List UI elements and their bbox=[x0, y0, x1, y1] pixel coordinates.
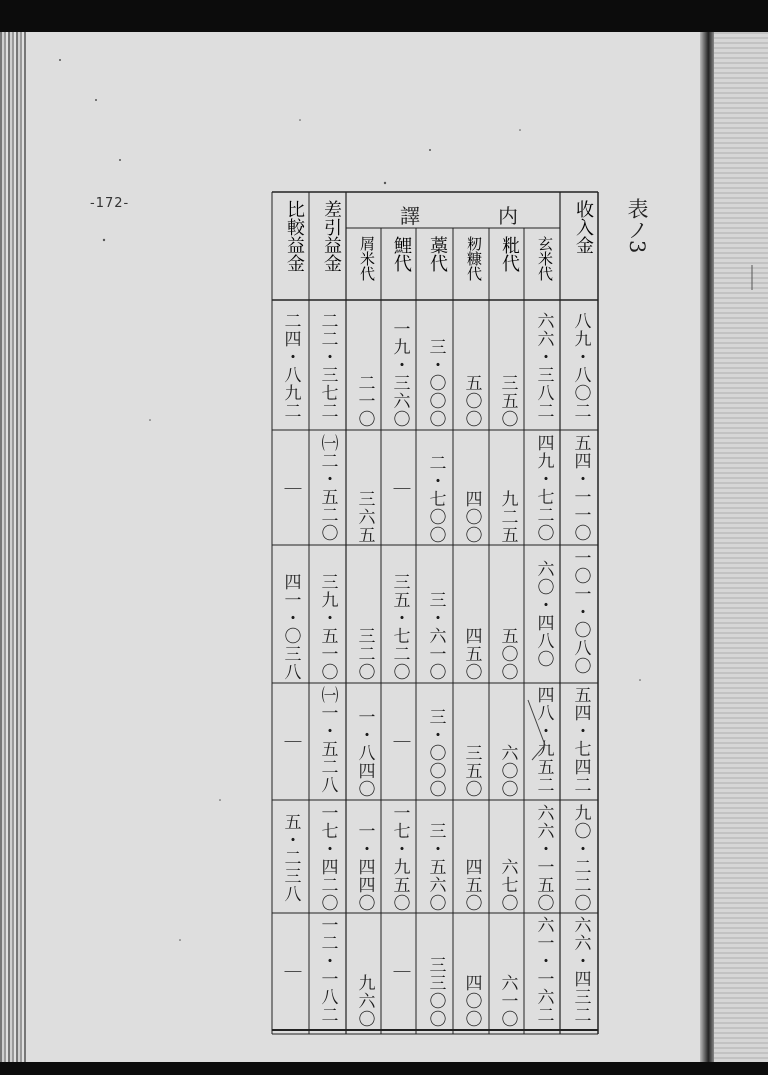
cell-r4-income: 九〇・二二〇 bbox=[570, 804, 591, 912]
column-header-income: 收入金 bbox=[573, 200, 594, 254]
cell-r3-momigara: 三五〇 bbox=[461, 744, 482, 798]
cell-r4-sashihiki: 一七・四二〇 bbox=[317, 804, 338, 912]
cell-r3-koi: ｜ bbox=[389, 733, 410, 751]
cell-r4-momigara: 四五〇 bbox=[461, 858, 482, 912]
cell-r4-koi: 一七・九五〇 bbox=[389, 804, 410, 912]
cell-r3-sashihiki: ㈠一・五二八 bbox=[317, 686, 338, 794]
cell-r5-wara: 三三〇〇 bbox=[425, 956, 446, 1028]
cell-r0-momi: 三五〇 bbox=[497, 374, 518, 428]
cell-r5-koi: ｜ bbox=[389, 963, 410, 981]
cell-r1-income: 五四・一一〇 bbox=[570, 434, 591, 542]
cell-r5-hikaku: ｜ bbox=[280, 963, 301, 981]
cell-r5-kuzumai: 九六〇 bbox=[354, 974, 375, 1028]
cell-r3-genmai: 四八・九五二 bbox=[533, 686, 554, 794]
cell-r1-momigara: 四〇〇 bbox=[461, 490, 482, 544]
cell-r1-wara: 二・七〇〇 bbox=[425, 454, 446, 544]
page-number: -172- bbox=[90, 196, 130, 211]
cell-r2-kuzumai: 三二〇 bbox=[354, 627, 375, 681]
cell-r3-hikaku: ｜ bbox=[280, 733, 301, 751]
cell-r4-kuzumai: 一・四四〇 bbox=[354, 822, 375, 912]
cell-r5-momigara: 四〇〇 bbox=[461, 974, 482, 1028]
cell-r4-wara: 三・五六〇 bbox=[425, 822, 446, 912]
column-header-kuzumai: 屑米代 bbox=[358, 236, 376, 281]
cell-r3-wara: 三・〇〇〇 bbox=[425, 708, 446, 798]
cell-r3-kuzumai: 一・八四〇 bbox=[354, 708, 375, 798]
cell-r4-genmai: 六六・一五〇 bbox=[533, 804, 554, 912]
cell-r0-wara: 三・〇〇〇 bbox=[425, 338, 446, 428]
breakdown-group-header bbox=[348, 198, 560, 226]
cell-r3-momi: 六〇〇 bbox=[497, 744, 518, 798]
cell-r0-income: 八九・八〇二 bbox=[570, 312, 591, 420]
cell-r5-sashihiki: 一二・一八二 bbox=[317, 916, 338, 1024]
cell-r0-kuzumai: 二一〇 bbox=[354, 374, 375, 428]
cell-r0-momigara: 五〇〇 bbox=[461, 374, 482, 428]
cell-r4-hikaku: 五・二三八 bbox=[280, 813, 301, 903]
table-caption: 表ノ3 bbox=[625, 198, 649, 254]
cell-r5-income: 六六・四三二 bbox=[570, 916, 591, 1024]
cell-r1-genmai: 四九・七二〇 bbox=[533, 434, 554, 542]
cell-r1-koi: ｜ bbox=[389, 480, 410, 498]
cell-r2-sashihiki: 三九・五一〇 bbox=[317, 573, 338, 681]
cell-r0-sashihiki: 二二・三七二 bbox=[317, 312, 338, 420]
cell-r2-koi: 三五・七二〇 bbox=[389, 573, 410, 681]
group-header-right: 譯 bbox=[400, 204, 420, 228]
cell-r0-koi: 一九・三六〇 bbox=[389, 320, 410, 428]
cell-r2-momigara: 四五〇 bbox=[461, 627, 482, 681]
group-header-left: 内 bbox=[498, 204, 518, 228]
cell-r3-income: 五四・七四二 bbox=[570, 686, 591, 794]
cell-r2-momi: 五〇〇 bbox=[497, 627, 518, 681]
cell-r4-momi: 六七〇 bbox=[497, 858, 518, 912]
column-header-genmai: 玄米代 bbox=[536, 236, 554, 281]
column-header-momi: 粃代 bbox=[499, 236, 520, 272]
column-header-koi: 鯉代 bbox=[391, 236, 412, 272]
cell-r5-genmai: 六一・一六二 bbox=[533, 916, 554, 1024]
cell-r0-hikaku: 二四・八九二 bbox=[280, 312, 301, 420]
cell-r1-hikaku: ｜ bbox=[280, 480, 301, 498]
cell-r2-income: 一〇一・〇八〇 bbox=[570, 549, 591, 675]
cell-r2-wara: 三・六一〇 bbox=[425, 591, 446, 681]
column-header-sashihiki: 差引益金 bbox=[321, 200, 342, 272]
column-header-wara: 藁代 bbox=[427, 236, 448, 272]
cell-r0-genmai: 六六・三八二 bbox=[533, 312, 554, 420]
column-header-hikaku: 比較益金 bbox=[284, 200, 305, 272]
cell-r1-sashihiki: ㈠二・五二〇 bbox=[317, 434, 338, 542]
cell-r5-momi: 六一〇 bbox=[497, 974, 518, 1028]
cell-r2-hikaku: 四一・〇三八 bbox=[280, 573, 301, 681]
cell-r2-genmai: 六〇・四八〇 bbox=[533, 560, 554, 668]
cell-r1-kuzumai: 三六五 bbox=[354, 490, 375, 544]
cell-r1-momi: 九二五 bbox=[497, 490, 518, 544]
column-header-momigara: 籾糠代 bbox=[465, 236, 483, 281]
